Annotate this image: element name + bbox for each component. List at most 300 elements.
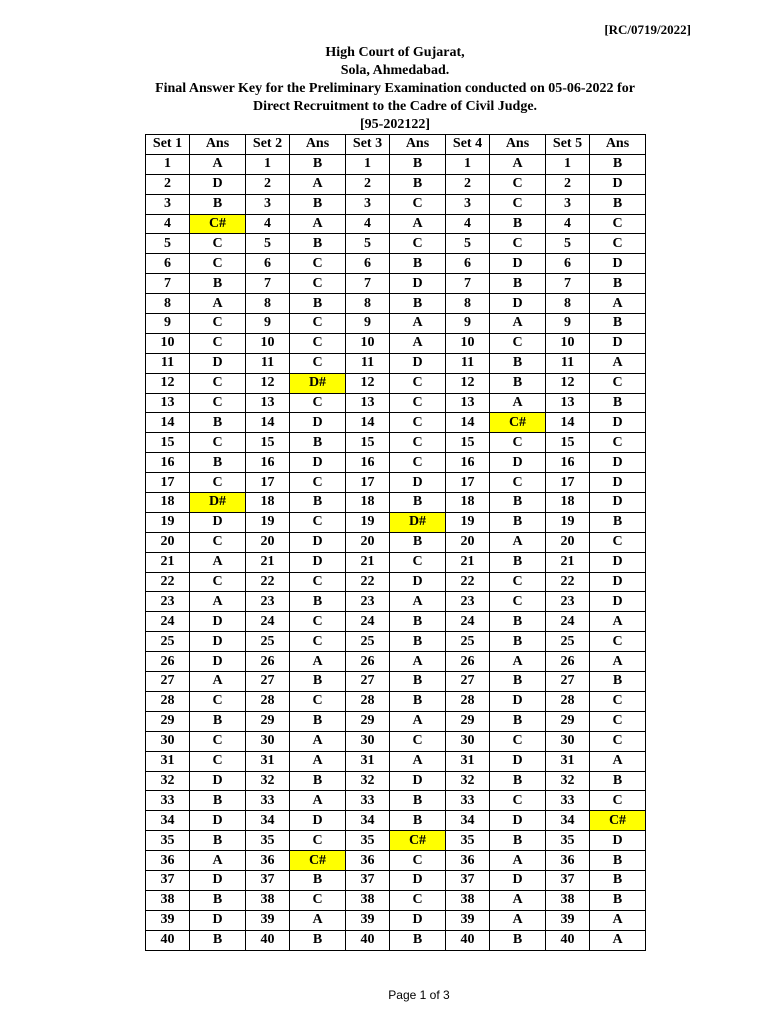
question-number-cell: 35 bbox=[346, 831, 390, 851]
reference-number: [RC/0719/2022] bbox=[604, 22, 691, 37]
header-line-court: High Court of Gujarat, bbox=[325, 45, 465, 60]
answer-cell: A bbox=[490, 851, 546, 871]
answer-cell: D bbox=[390, 572, 446, 592]
answer-cell: C bbox=[190, 433, 246, 453]
answer-cell: B bbox=[590, 154, 646, 174]
question-number-cell: 24 bbox=[446, 612, 490, 632]
answer-cell: D bbox=[590, 333, 646, 353]
table-row bbox=[146, 314, 646, 334]
question-number-cell: 40 bbox=[346, 930, 390, 950]
answer-cell: B bbox=[390, 254, 446, 274]
answer-cell: C bbox=[490, 333, 546, 353]
question-number-cell: 10 bbox=[346, 333, 390, 353]
answer-cell: C bbox=[390, 731, 446, 751]
table-row bbox=[146, 373, 646, 393]
question-number-cell: 28 bbox=[446, 691, 490, 711]
answer-cell: D bbox=[490, 870, 546, 890]
question-number-cell: 37 bbox=[346, 870, 390, 890]
question-number-cell: 30 bbox=[546, 731, 590, 751]
question-number-cell: 18 bbox=[546, 493, 590, 513]
question-number-cell: 28 bbox=[346, 691, 390, 711]
question-number-cell: 7 bbox=[546, 274, 590, 294]
question-number-cell: 12 bbox=[246, 373, 290, 393]
question-number-cell: 28 bbox=[146, 691, 190, 711]
question-number-cell: 15 bbox=[346, 433, 390, 453]
answer-cell: A bbox=[190, 552, 246, 572]
answer-cell: C bbox=[490, 234, 546, 254]
answer-cell: B bbox=[290, 771, 346, 791]
answer-cell: A bbox=[390, 333, 446, 353]
answer-cell: B bbox=[490, 274, 546, 294]
table-row bbox=[146, 413, 646, 433]
answer-cell: C bbox=[190, 314, 246, 334]
question-number-cell: 30 bbox=[246, 731, 290, 751]
table-row bbox=[146, 512, 646, 532]
question-number-cell: 30 bbox=[146, 731, 190, 751]
answer-cell: B bbox=[590, 314, 646, 334]
question-number-cell: 21 bbox=[346, 552, 390, 572]
answer-cell: A bbox=[490, 154, 546, 174]
question-number-cell: 11 bbox=[146, 353, 190, 373]
answer-cell: D bbox=[190, 652, 246, 672]
answer-cell: C bbox=[290, 393, 346, 413]
question-number-cell: 38 bbox=[146, 890, 190, 910]
question-number-cell: 2 bbox=[546, 174, 590, 194]
question-number-cell: 22 bbox=[246, 572, 290, 592]
answer-cell: D bbox=[290, 413, 346, 433]
answer-cell: B bbox=[290, 870, 346, 890]
answer-cell: B bbox=[590, 890, 646, 910]
answer-cell: C bbox=[490, 473, 546, 493]
answer-cell: B bbox=[390, 691, 446, 711]
table-row bbox=[146, 930, 646, 950]
question-number-cell: 39 bbox=[246, 910, 290, 930]
answer-cell: A bbox=[190, 154, 246, 174]
table-row bbox=[146, 731, 646, 751]
answer-cell: D bbox=[490, 254, 546, 274]
question-number-cell: 8 bbox=[246, 294, 290, 314]
question-number-cell: 6 bbox=[346, 254, 390, 274]
question-number-cell: 31 bbox=[246, 751, 290, 771]
question-number-cell: 40 bbox=[546, 930, 590, 950]
question-number-cell: 15 bbox=[246, 433, 290, 453]
answer-cell: C bbox=[190, 572, 246, 592]
answer-cell: B bbox=[290, 433, 346, 453]
answer-cell: D bbox=[190, 174, 246, 194]
question-number-cell: 16 bbox=[246, 453, 290, 473]
table-row bbox=[146, 811, 646, 831]
answer-key-body bbox=[146, 154, 646, 950]
question-number-cell: 40 bbox=[246, 930, 290, 950]
question-number-cell: 10 bbox=[446, 333, 490, 353]
question-number-cell: 37 bbox=[546, 870, 590, 890]
question-number-cell: 13 bbox=[446, 393, 490, 413]
answer-cell: C# bbox=[190, 214, 246, 234]
question-number-cell: 2 bbox=[446, 174, 490, 194]
answer-cell: A bbox=[590, 910, 646, 930]
answer-cell: D bbox=[490, 294, 546, 314]
table-row bbox=[146, 711, 646, 731]
question-number-cell: 5 bbox=[346, 234, 390, 254]
answer-cell: C bbox=[290, 274, 346, 294]
answer-cell: D# bbox=[390, 512, 446, 532]
answer-cell: C bbox=[190, 751, 246, 771]
answer-cell: B bbox=[390, 154, 446, 174]
answer-cell: D bbox=[490, 811, 546, 831]
answer-cell: C bbox=[190, 691, 246, 711]
answer-cell: B bbox=[490, 214, 546, 234]
answer-cell: C bbox=[290, 632, 346, 652]
answer-cell: B bbox=[590, 194, 646, 214]
table-row bbox=[146, 453, 646, 473]
answer-cell: A bbox=[190, 851, 246, 871]
question-number-cell: 9 bbox=[546, 314, 590, 334]
question-number-cell: 36 bbox=[146, 851, 190, 871]
question-number-cell: 26 bbox=[246, 652, 290, 672]
question-number-cell: 26 bbox=[346, 652, 390, 672]
table-row bbox=[146, 791, 646, 811]
question-number-cell: 27 bbox=[546, 672, 590, 692]
answer-cell: A bbox=[390, 314, 446, 334]
question-number-cell: 4 bbox=[146, 214, 190, 234]
answer-cell: B bbox=[290, 493, 346, 513]
question-number-cell: 36 bbox=[546, 851, 590, 871]
answer-cell: C bbox=[590, 791, 646, 811]
question-number-cell: 3 bbox=[446, 194, 490, 214]
answer-cell: C bbox=[390, 413, 446, 433]
question-number-cell: 31 bbox=[446, 751, 490, 771]
answer-cell: B bbox=[590, 851, 646, 871]
answer-cell: D bbox=[590, 254, 646, 274]
answer-cell: A bbox=[590, 930, 646, 950]
answer-cell: D bbox=[190, 910, 246, 930]
answer-cell: B bbox=[390, 493, 446, 513]
answer-cell: D bbox=[290, 811, 346, 831]
question-number-cell: 22 bbox=[546, 572, 590, 592]
answer-cell: D bbox=[490, 691, 546, 711]
question-number-cell: 20 bbox=[446, 532, 490, 552]
question-number-cell: 32 bbox=[146, 771, 190, 791]
answer-cell: D bbox=[190, 632, 246, 652]
header-line-code: [95-202122] bbox=[360, 117, 430, 132]
answer-cell: A bbox=[290, 910, 346, 930]
question-number-cell: 7 bbox=[346, 274, 390, 294]
answer-cell: C bbox=[190, 234, 246, 254]
question-number-cell: 34 bbox=[546, 811, 590, 831]
answer-cell: C bbox=[290, 473, 346, 493]
answer-cell: C bbox=[490, 572, 546, 592]
answer-cell: B bbox=[190, 194, 246, 214]
question-number-cell: 3 bbox=[346, 194, 390, 214]
answer-cell: D bbox=[290, 552, 346, 572]
column-header: Set 4 bbox=[446, 135, 490, 155]
table-row bbox=[146, 532, 646, 552]
question-number-cell: 16 bbox=[146, 453, 190, 473]
answer-cell: C bbox=[390, 851, 446, 871]
answer-cell: A bbox=[490, 890, 546, 910]
question-number-cell: 29 bbox=[346, 711, 390, 731]
answer-cell: A bbox=[190, 294, 246, 314]
answer-cell: C bbox=[390, 393, 446, 413]
answer-cell: D bbox=[390, 473, 446, 493]
table-row bbox=[146, 154, 646, 174]
question-number-cell: 20 bbox=[346, 532, 390, 552]
answer-cell: B bbox=[490, 493, 546, 513]
question-number-cell: 8 bbox=[146, 294, 190, 314]
answer-cell: C bbox=[590, 532, 646, 552]
answer-cell: C bbox=[190, 373, 246, 393]
answer-cell: B bbox=[390, 532, 446, 552]
answer-cell: D bbox=[190, 771, 246, 791]
question-number-cell: 25 bbox=[246, 632, 290, 652]
answer-cell: B bbox=[390, 672, 446, 692]
question-number-cell: 29 bbox=[546, 711, 590, 731]
table-row bbox=[146, 771, 646, 791]
question-number-cell: 8 bbox=[446, 294, 490, 314]
question-number-cell: 33 bbox=[446, 791, 490, 811]
question-number-cell: 5 bbox=[246, 234, 290, 254]
question-number-cell: 9 bbox=[446, 314, 490, 334]
question-number-cell: 11 bbox=[246, 353, 290, 373]
question-number-cell: 12 bbox=[446, 373, 490, 393]
question-number-cell: 27 bbox=[246, 672, 290, 692]
question-number-cell: 14 bbox=[146, 413, 190, 433]
answer-cell: B bbox=[290, 194, 346, 214]
question-number-cell: 35 bbox=[446, 831, 490, 851]
answer-cell: D bbox=[190, 353, 246, 373]
answer-cell: B bbox=[390, 632, 446, 652]
question-number-cell: 31 bbox=[146, 751, 190, 771]
table-row bbox=[146, 572, 646, 592]
answer-cell: C bbox=[290, 333, 346, 353]
answer-cell: C bbox=[290, 612, 346, 632]
answer-cell: B bbox=[590, 393, 646, 413]
answer-cell: D bbox=[590, 552, 646, 572]
answer-cell: D bbox=[590, 831, 646, 851]
answer-cell: C# bbox=[390, 831, 446, 851]
question-number-cell: 9 bbox=[346, 314, 390, 334]
question-number-cell: 32 bbox=[246, 771, 290, 791]
question-number-cell: 13 bbox=[246, 393, 290, 413]
question-number-cell: 4 bbox=[546, 214, 590, 234]
answer-cell: D bbox=[390, 353, 446, 373]
question-number-cell: 30 bbox=[446, 731, 490, 751]
table-row bbox=[146, 234, 646, 254]
question-number-cell: 21 bbox=[446, 552, 490, 572]
answer-cell: A bbox=[390, 711, 446, 731]
question-number-cell: 22 bbox=[446, 572, 490, 592]
question-number-cell: 5 bbox=[146, 234, 190, 254]
column-header: Set 3 bbox=[346, 135, 390, 155]
question-number-cell: 39 bbox=[446, 910, 490, 930]
question-number-cell: 18 bbox=[346, 493, 390, 513]
question-number-cell: 37 bbox=[146, 870, 190, 890]
question-number-cell: 1 bbox=[446, 154, 490, 174]
answer-cell: C bbox=[290, 890, 346, 910]
answer-cell: B bbox=[390, 294, 446, 314]
answer-cell: B bbox=[290, 294, 346, 314]
answer-cell: C bbox=[590, 711, 646, 731]
answer-cell: C bbox=[290, 254, 346, 274]
answer-cell: B bbox=[390, 930, 446, 950]
answer-cell: B bbox=[490, 353, 546, 373]
question-number-cell: 32 bbox=[546, 771, 590, 791]
question-number-cell: 39 bbox=[346, 910, 390, 930]
answer-cell: D bbox=[190, 870, 246, 890]
table-row bbox=[146, 910, 646, 930]
table-row bbox=[146, 691, 646, 711]
column-header: Ans bbox=[490, 135, 546, 155]
table-row bbox=[146, 473, 646, 493]
question-number-cell: 21 bbox=[546, 552, 590, 572]
question-number-cell: 40 bbox=[446, 930, 490, 950]
answer-cell: A bbox=[590, 612, 646, 632]
question-number-cell: 19 bbox=[246, 512, 290, 532]
question-number-cell: 7 bbox=[146, 274, 190, 294]
answer-cell: B bbox=[590, 672, 646, 692]
question-number-cell: 39 bbox=[546, 910, 590, 930]
answer-cell: B bbox=[390, 174, 446, 194]
answer-cell: C bbox=[390, 552, 446, 572]
question-number-cell: 21 bbox=[246, 552, 290, 572]
table-row bbox=[146, 214, 646, 234]
answer-cell: C bbox=[590, 373, 646, 393]
answer-cell: B bbox=[490, 831, 546, 851]
answer-cell: C bbox=[190, 254, 246, 274]
answer-cell: A bbox=[290, 214, 346, 234]
question-number-cell: 3 bbox=[546, 194, 590, 214]
answer-cell: B bbox=[490, 552, 546, 572]
question-number-cell: 34 bbox=[346, 811, 390, 831]
question-number-cell: 1 bbox=[146, 154, 190, 174]
question-number-cell: 10 bbox=[546, 333, 590, 353]
answer-cell: B bbox=[490, 632, 546, 652]
answer-cell: A bbox=[190, 672, 246, 692]
answer-cell: C bbox=[290, 572, 346, 592]
question-number-cell: 3 bbox=[246, 194, 290, 214]
answer-cell: C# bbox=[490, 413, 546, 433]
answer-cell: B bbox=[190, 274, 246, 294]
question-number-cell: 38 bbox=[546, 890, 590, 910]
answer-cell: A bbox=[490, 393, 546, 413]
answer-cell: A bbox=[490, 314, 546, 334]
question-number-cell: 12 bbox=[346, 373, 390, 393]
answer-key-table bbox=[145, 134, 646, 951]
question-number-cell: 12 bbox=[546, 373, 590, 393]
answer-cell: A bbox=[490, 910, 546, 930]
question-number-cell: 6 bbox=[546, 254, 590, 274]
question-number-cell: 4 bbox=[246, 214, 290, 234]
column-header: Ans bbox=[590, 135, 646, 155]
answer-cell: C bbox=[290, 512, 346, 532]
question-number-cell: 29 bbox=[246, 711, 290, 731]
question-number-cell: 17 bbox=[146, 473, 190, 493]
question-number-cell: 6 bbox=[146, 254, 190, 274]
answer-cell: C bbox=[190, 532, 246, 552]
answer-cell: C bbox=[190, 333, 246, 353]
question-number-cell: 34 bbox=[446, 811, 490, 831]
answer-cell: D bbox=[190, 811, 246, 831]
question-number-cell: 2 bbox=[146, 174, 190, 194]
question-number-cell: 27 bbox=[346, 672, 390, 692]
answer-cell: C bbox=[390, 373, 446, 393]
answer-cell: C bbox=[390, 890, 446, 910]
question-number-cell: 14 bbox=[346, 413, 390, 433]
question-number-cell: 15 bbox=[446, 433, 490, 453]
answer-cell: D bbox=[590, 453, 646, 473]
question-number-cell: 8 bbox=[546, 294, 590, 314]
table-row bbox=[146, 831, 646, 851]
question-number-cell: 18 bbox=[146, 493, 190, 513]
answer-cell: A bbox=[290, 791, 346, 811]
question-number-cell: 39 bbox=[146, 910, 190, 930]
question-number-cell: 34 bbox=[246, 811, 290, 831]
answer-cell: C bbox=[290, 314, 346, 334]
question-number-cell: 27 bbox=[146, 672, 190, 692]
question-number-cell: 13 bbox=[146, 393, 190, 413]
question-number-cell: 40 bbox=[146, 930, 190, 950]
answer-cell: D bbox=[190, 612, 246, 632]
answer-cell: D bbox=[390, 771, 446, 791]
answer-cell: B bbox=[590, 512, 646, 532]
answer-cell: D bbox=[390, 910, 446, 930]
column-header: Set 1 bbox=[146, 135, 190, 155]
answer-cell: D bbox=[190, 512, 246, 532]
answer-cell: D bbox=[390, 274, 446, 294]
question-number-cell: 38 bbox=[246, 890, 290, 910]
question-number-cell: 10 bbox=[246, 333, 290, 353]
question-number-cell: 38 bbox=[446, 890, 490, 910]
answer-cell: B bbox=[490, 672, 546, 692]
table-row bbox=[146, 353, 646, 373]
question-number-cell: 36 bbox=[246, 851, 290, 871]
question-number-cell: 1 bbox=[346, 154, 390, 174]
question-number-cell: 8 bbox=[346, 294, 390, 314]
question-number-cell: 37 bbox=[246, 870, 290, 890]
answer-cell: B bbox=[190, 413, 246, 433]
question-number-cell: 33 bbox=[546, 791, 590, 811]
question-number-cell: 14 bbox=[546, 413, 590, 433]
answer-cell: B bbox=[190, 711, 246, 731]
answer-cell: B bbox=[290, 592, 346, 612]
question-number-cell: 4 bbox=[346, 214, 390, 234]
table-row bbox=[146, 174, 646, 194]
document-header bbox=[0, 44, 768, 134]
answer-cell: C bbox=[190, 731, 246, 751]
answer-cell: D bbox=[590, 592, 646, 612]
answer-cell: D bbox=[590, 473, 646, 493]
answer-cell: D bbox=[490, 453, 546, 473]
answer-cell: C bbox=[290, 691, 346, 711]
question-number-cell: 23 bbox=[246, 592, 290, 612]
question-number-cell: 29 bbox=[146, 711, 190, 731]
table-row bbox=[146, 552, 646, 572]
question-number-cell: 35 bbox=[546, 831, 590, 851]
answer-cell: A bbox=[290, 652, 346, 672]
column-header: Ans bbox=[290, 135, 346, 155]
question-number-cell: 24 bbox=[146, 612, 190, 632]
question-number-cell: 11 bbox=[546, 353, 590, 373]
question-number-cell: 29 bbox=[446, 711, 490, 731]
question-number-cell: 9 bbox=[246, 314, 290, 334]
column-header: Set 2 bbox=[246, 135, 290, 155]
question-number-cell: 23 bbox=[546, 592, 590, 612]
answer-cell: A bbox=[290, 751, 346, 771]
answer-cell: B bbox=[490, 930, 546, 950]
answer-cell: C# bbox=[590, 811, 646, 831]
answer-cell: C bbox=[290, 831, 346, 851]
answer-cell: B bbox=[290, 234, 346, 254]
